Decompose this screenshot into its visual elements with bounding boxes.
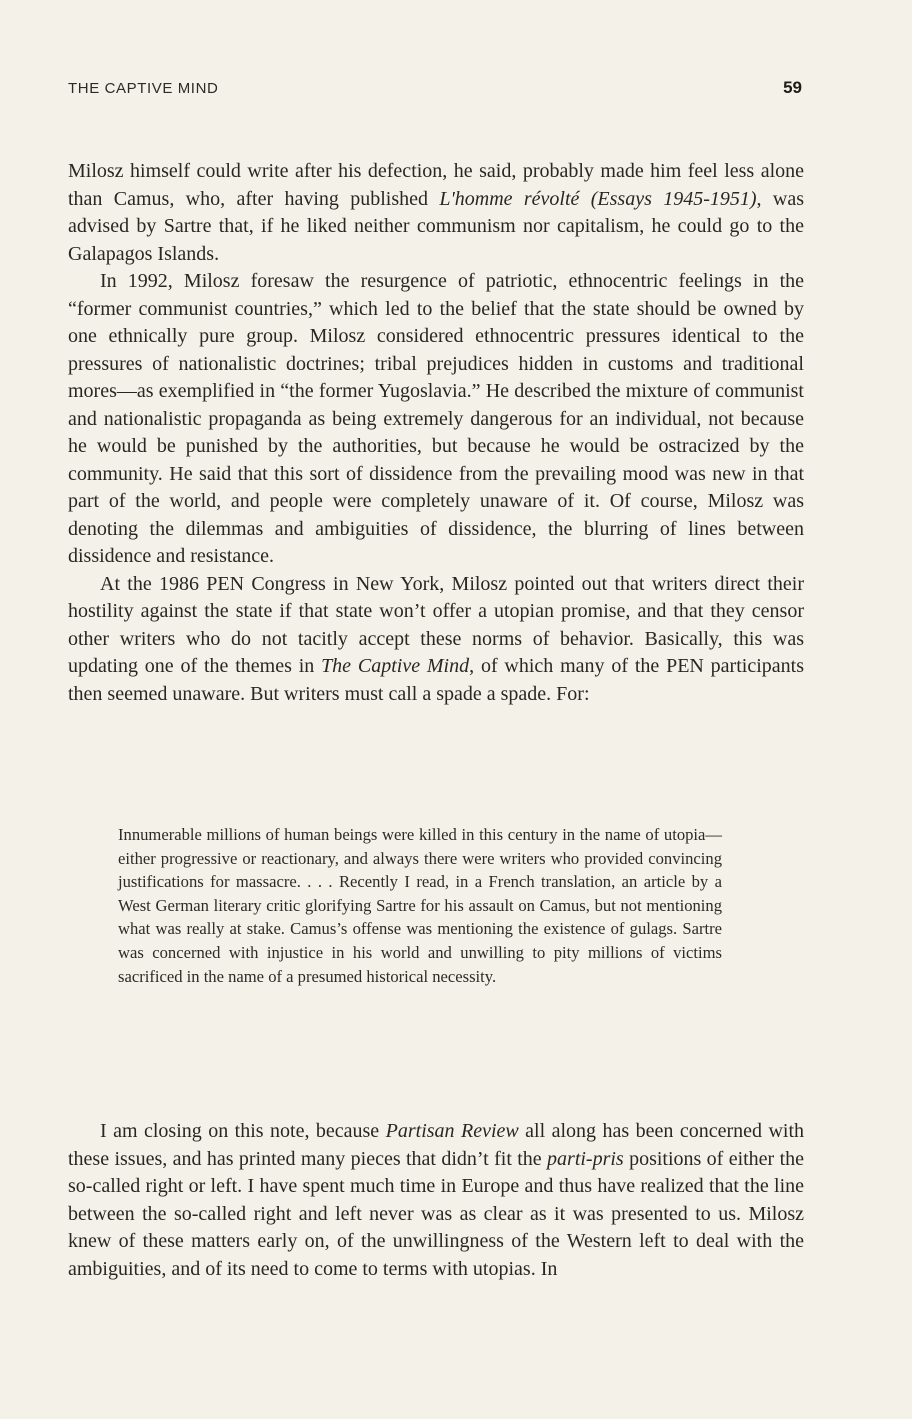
main-text-block	[68, 158, 804, 708]
term-italic: parti-pris	[547, 1147, 624, 1170]
journal-title-italic: Partisan Review	[385, 1120, 519, 1142]
running-head	[68, 80, 804, 104]
block-quote	[118, 823, 722, 988]
paragraph-text: Milosz himself could write after his defection, he said, probably made him feel less alone than Camus, who, after having published	[68, 160, 804, 210]
closing-text-block	[68, 1118, 804, 1283]
paragraph-text: I am closing on this note, because	[100, 1120, 386, 1142]
paragraph-text: , of which many of the PEN participants then seemed unaware. But writers must call a spade a spade. For:	[68, 655, 804, 705]
paragraph-text: , was advised by Sartre that, if he liked neither communism nor capitalism, he could go to the Galapagos Islands.	[68, 187, 804, 265]
paragraph-text: At the 1986 PEN Congress in New York, Milosz pointed out that writers direct their hostility against the state if that state won’t offer a utopian promise, and that they censor other writers who do not tacitly accept these norms of behavior. Basically, this was updating one of the themes in	[68, 572, 804, 677]
paragraph: In 1992, Milosz foresaw the resurgence of patriotic, ethnocentric feelings in the “former communist countries,” which led to the belief that the state should be owned by one ethnically pure group. Milosz considered ethnocentric pressures identical to the pressures of nationalistic doctrines; tribal prejudices hidden in customs and traditional mores—as exemplified in “the former Yugoslavia.” He described the mixture of communist and nationalistic propaganda as being extremely dangerous for an individual, not because he would be punished by the authorities, but because he would be ostracized by the community. He said that this sort of dissidence from the prevailing mood was new in that part of the world, and people were completely unaware of it. Of course, Milosz was denoting the dilemmas and ambiguities of dissidence, the blurring of lines between dissidence and resistance.	[68, 270, 804, 567]
page-number: 59	[783, 78, 802, 97]
closing-paragraph	[68, 1118, 804, 1283]
paragraph-text: all along has been concerned with these issues, and has printed many pieces that didn’t fit the	[68, 1120, 804, 1170]
book-title-italic: L'homme révolté (Essays 1945-1951)	[439, 187, 757, 210]
paragraph	[68, 571, 804, 709]
block-quote-text: Innumerable millions of human beings were killed in this century in the name of utopia—either progressive or reactionary, and always there were writers who provided convincing justifications for massacre. . . . Recently I read, in a French translation, an article by a West German literary critic glorifying Sartre for his assault on Camus, but not mentioning what was really at stake. Camus’s offense was mentioning the existence of gulags. Sartre was concerned with injustice in his world and unwilling to pity millions of victims sacrificed in the name of a presumed historical necessity.	[118, 825, 722, 986]
paragraph-continued	[68, 158, 804, 268]
running-title: THE CAPTIVE MIND	[68, 80, 219, 97]
paragraph-text: positions of either the so-called right or left. I have spent much time in Europe and thus have realized that the line between the so-called right and left never was as clear as it was presented to us. Milosz knew of these matters early on, of the unwillingness of the Western left to deal with the ambiguities, and of its need to come to terms with utopias. In	[68, 1147, 805, 1280]
book-title-italic: The Captive Mind	[321, 655, 470, 677]
